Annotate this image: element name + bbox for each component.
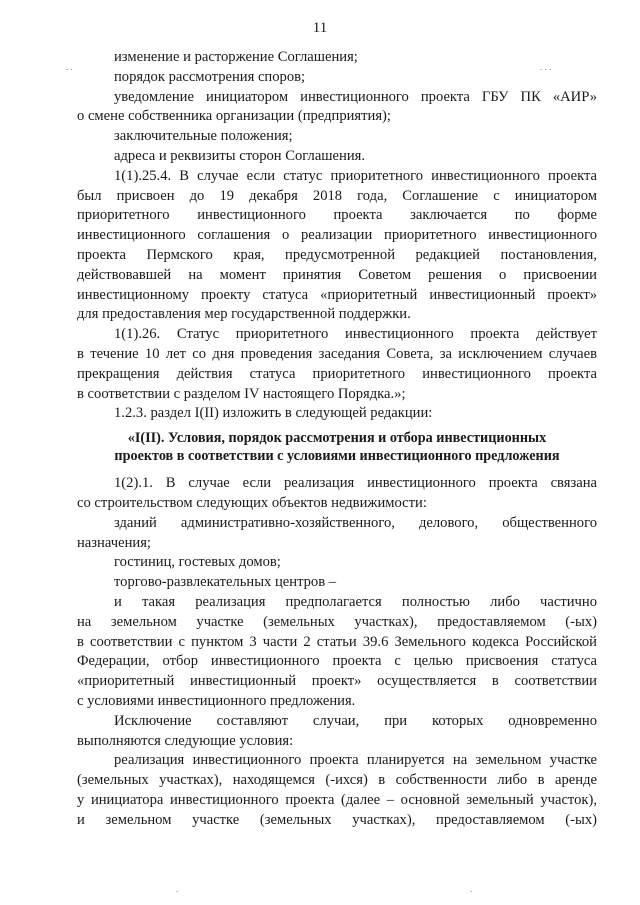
text-line: торгово-развлекательных центров –: [114, 574, 337, 591]
section-heading: [77, 430, 597, 465]
text-line: для предоставления мер государственной поддержки.: [77, 306, 411, 323]
text-line: уведомление инициатором инвестиционного проекта ГБУ ПК «АИР»: [114, 88, 597, 105]
text-line: со строительством следующих объектов недвижимости:: [77, 494, 427, 511]
text-line: зданий административно-хозяйственного, делового, общественного: [114, 514, 597, 531]
scan-mark: .: [470, 884, 473, 894]
text-line: о смене собственника организации (предприятия);: [77, 108, 391, 125]
text-line: и такая реализация предполагается полностью либо частично: [114, 593, 597, 610]
scan-mark: .: [176, 884, 179, 894]
text-line: в соответствии с разделом IV настоящего Порядка.»;: [77, 385, 406, 402]
text-line: инвестиционному проекту статуса «приоритетный инвестиционный проект»: [77, 286, 597, 303]
text-line: выполняются следующие условия:: [77, 732, 294, 749]
text-line: 1(2).1. В случае если реализация инвестиционного проекта связана: [114, 475, 597, 492]
text-line: адреса и реквизиты сторон Соглашения.: [114, 147, 365, 164]
page-number: 11: [312, 20, 328, 36]
heading-line: «I(II). Условия, порядок рассмотрения и отбора инвестиционных: [127, 430, 547, 447]
text-block-before-heading: [77, 48, 597, 424]
text-line: «приоритетный инвестиционный проект» осуществляется в соответствии: [77, 673, 597, 690]
text-block-after-heading: [77, 474, 597, 830]
text-line: и земельном участке (земельных участках), предоставляемом (-ых): [77, 811, 597, 828]
text-line: 1(1).25.4. В случае если статус приоритетного инвестиционного проекта: [114, 167, 597, 184]
text-line: на земельном участке (земельных участках), предоставляемом (-ых): [77, 613, 597, 630]
text-line: проекта Пермского края, предусмотренной редакцией постановления,: [77, 246, 597, 263]
text-line: был присвоен до 19 декабря 2018 года, Соглашение с инициатором: [77, 187, 597, 204]
text-line: гостиниц, гостевых домов;: [114, 554, 281, 571]
text-line: изменение и расторжение Соглашения;: [114, 49, 358, 65]
text-line: реализация инвестиционного проекта планируется на земельном участке: [114, 752, 597, 769]
text-line: в соответствии с пунктом 3 части 2 статьи 39.6 Земельного кодекса Российской: [77, 633, 597, 650]
text-line: в течение 10 лет со дня проведения заседания Совета, за исключением случаев: [77, 345, 597, 362]
text-line: порядок рассмотрения споров;: [114, 68, 306, 85]
text-line: инвестиционного соглашения о реализации приоритетного инвестиционного: [77, 227, 597, 244]
text-line: прекращения действия статуса приоритетного инвестиционного проекта: [77, 365, 597, 382]
text-line: назначения;: [77, 534, 151, 551]
scan-mark: . .: [66, 62, 73, 72]
text-line: Федерации, отбор инвестиционного проекта с целью присвоения статуса: [77, 653, 597, 670]
text-line: действовавшей на момент принятия Советом решения о присвоении: [77, 266, 597, 283]
text-line: приоритетного инвестиционного проекта заключается по форме: [77, 207, 597, 224]
text-line: 1.2.3. раздел I(II) изложить в следующей редакции:: [114, 405, 433, 422]
text-line: у инициатора инвестиционного проекта (далее – основной земельный участок),: [77, 791, 597, 808]
document-body: [77, 48, 597, 830]
text-line: (земельных участках), находящемся (-ихся) в собственности либо в аренде: [77, 772, 597, 789]
text-line: заключительные положения;: [114, 128, 293, 145]
text-line: с условиями инвестиционного предложения.: [77, 692, 356, 709]
text-line: 1(1).26. Статус приоритетного инвестиционного проекта действует: [114, 326, 597, 343]
scan-mark: . . .: [540, 62, 552, 72]
heading-line: проектов в соответствии с условиями инвестиционного предложения: [114, 447, 560, 464]
text-line: Исключение составляют случаи, при которых одновременно: [114, 712, 597, 729]
